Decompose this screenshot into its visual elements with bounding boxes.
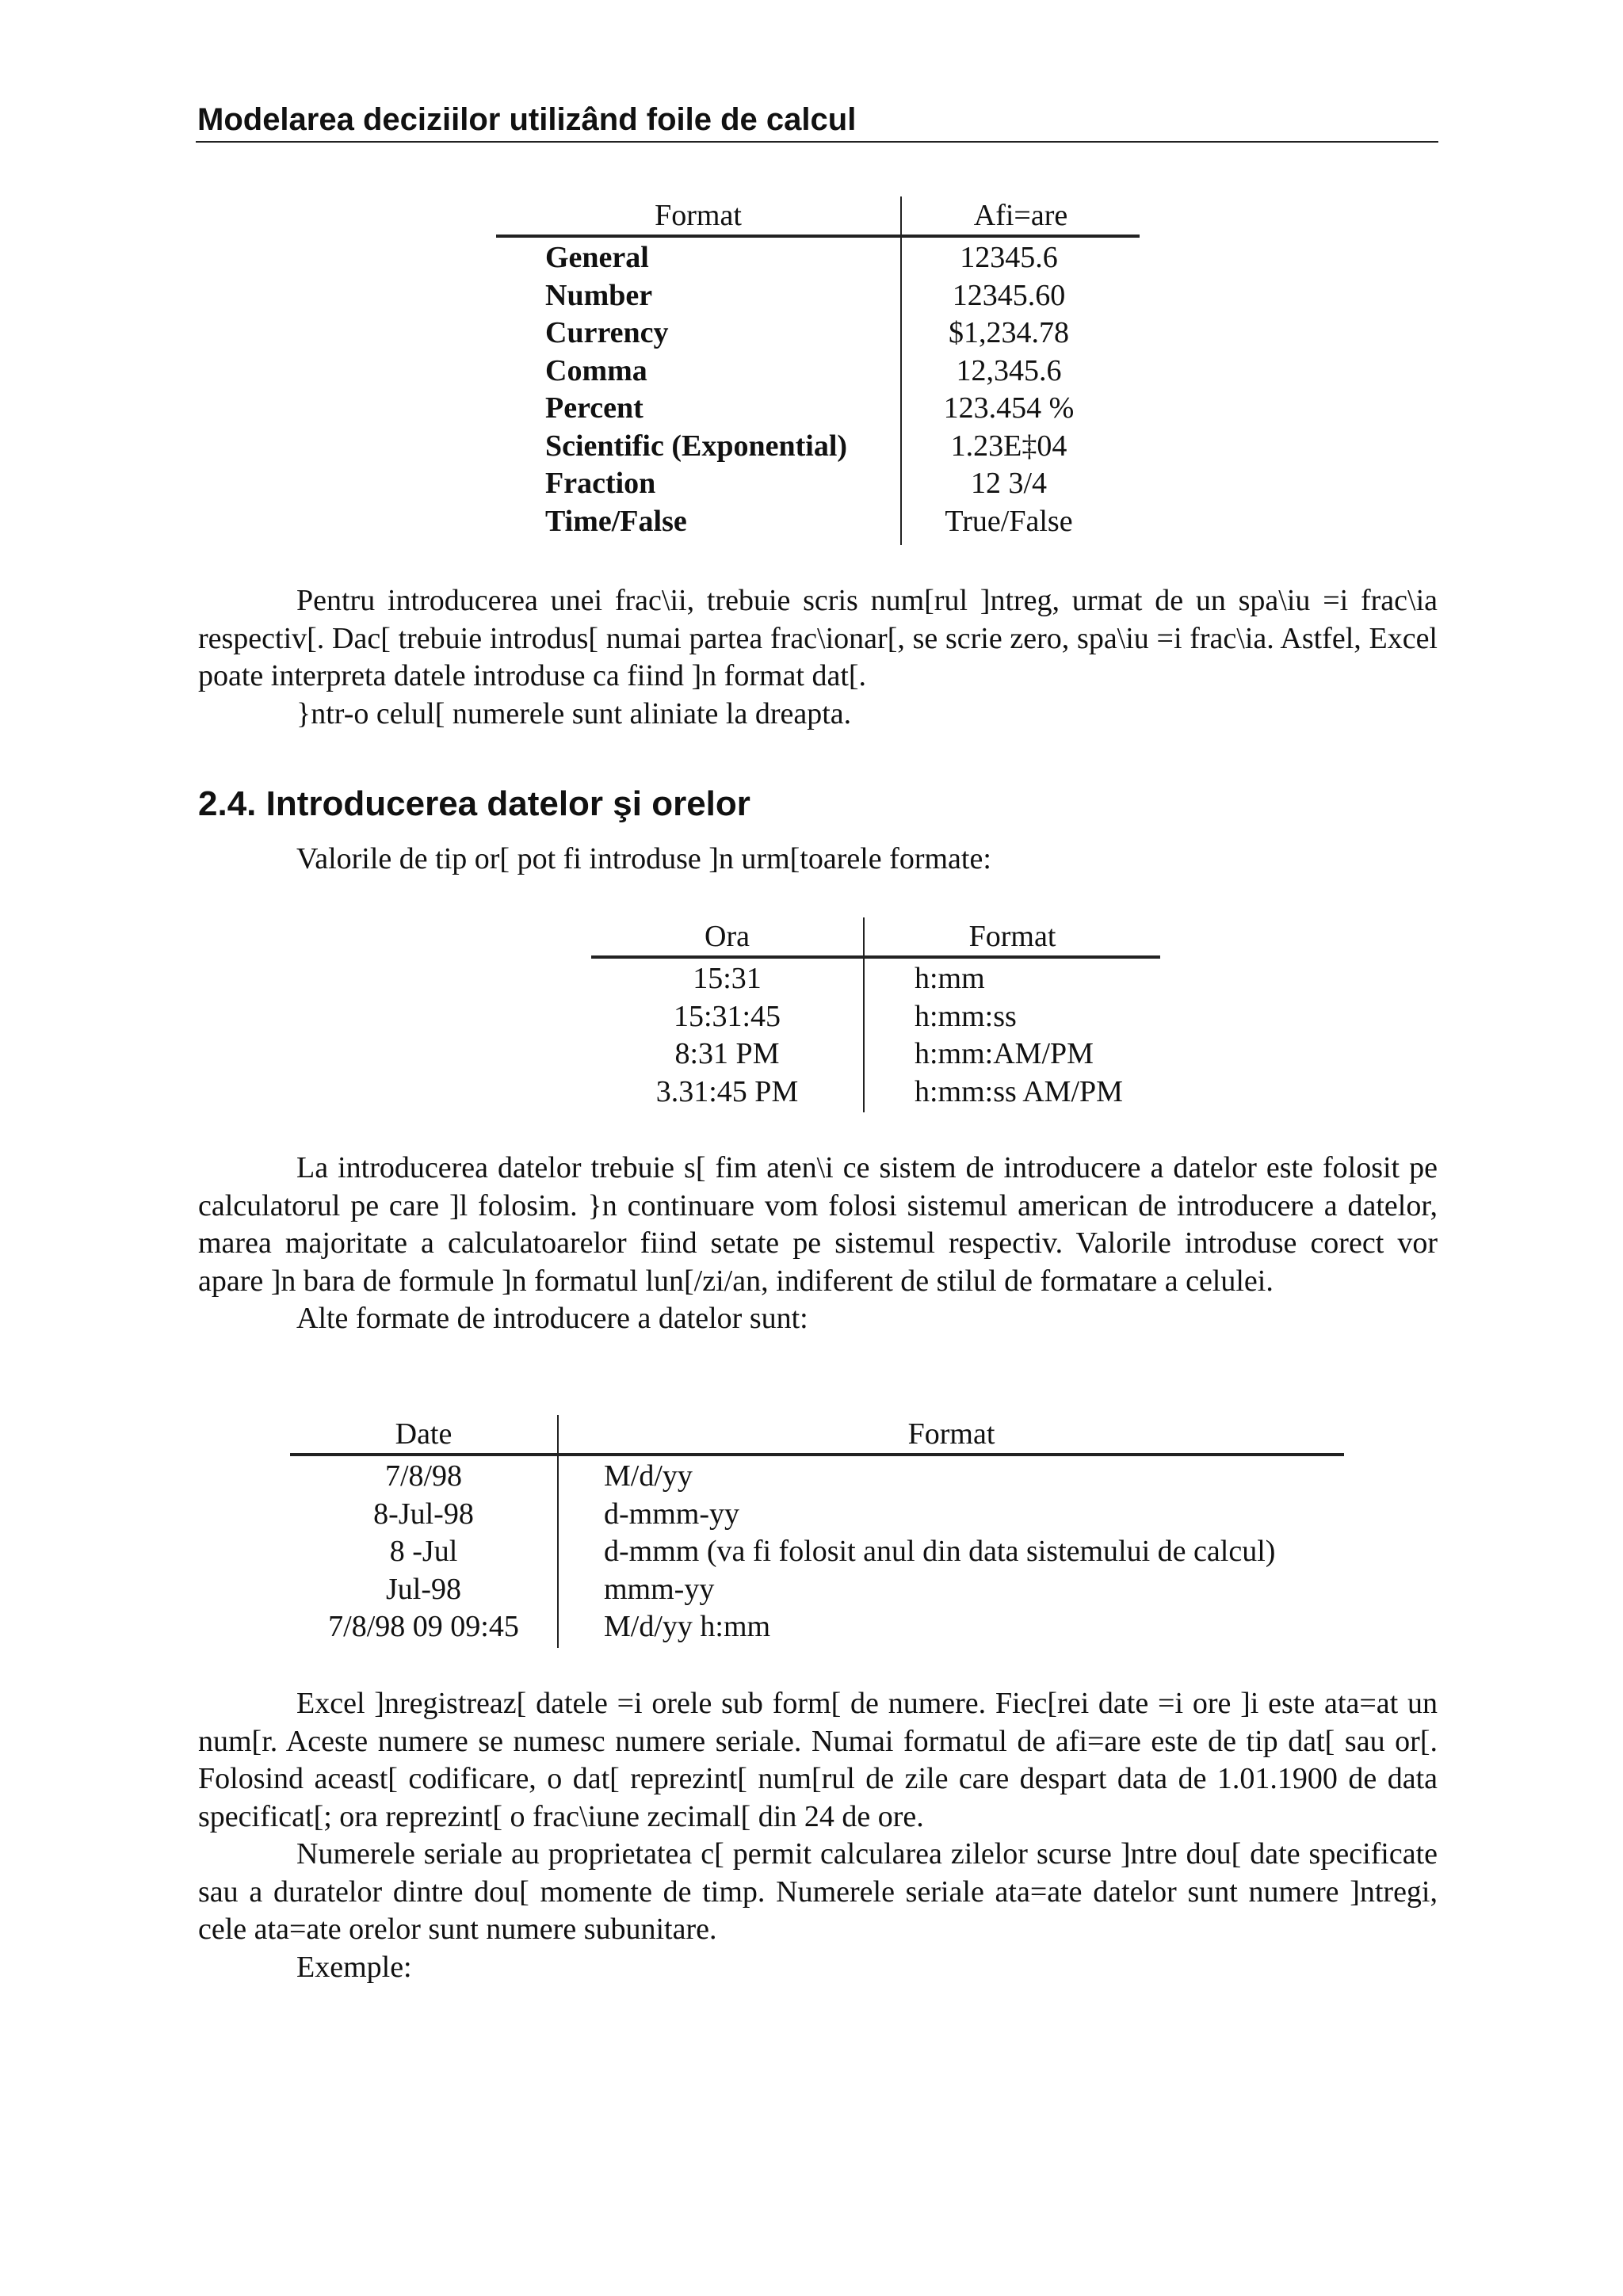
section-intro: Valorile de tip or[ pot fi introduse ]n urm[toarele formate: [296,842,991,875]
column-header-time: Ora [705,920,750,953]
table-row [591,1074,1160,1112]
table-row [290,1571,1344,1609]
format-cell: Number [545,278,653,312]
display-cell: 1.23E‡04 [950,429,1067,463]
display-cell: True/False [945,504,1073,538]
display-cell: 12345.60 [952,278,1066,312]
table-header-rule [496,235,1140,238]
time-cell: 8:31 PM [674,1037,780,1070]
format-cell: Time/False [545,504,687,538]
format-cell: d-mmm-yy [604,1497,739,1531]
format-cell: Percent [545,391,643,425]
paragraph-text: Exemple: [296,1950,412,1984]
paragraph-text: }ntr-o celul[ numerele sunt aliniate la dreapta. [296,696,852,730]
table-row [496,277,1140,315]
paragraph-text: Alte formate de introducere a datelor sunt: [296,1302,808,1335]
fraction-paragraph [198,582,1438,733]
table-row [591,960,1160,998]
format-cell: Currency [545,316,669,349]
date-format-table [290,1415,1344,1648]
format-cell: h:mm:ss [915,999,1017,1033]
format-display-table [496,196,1140,545]
table-row [496,353,1140,391]
format-cell: Scientific (Exponential) [545,429,848,463]
date-cell: Jul-98 [386,1572,461,1606]
table-row [496,503,1140,541]
table-row [290,1458,1344,1496]
paragraph-text: La introducerea datelor trebuie s[ fim aten\i ce sistem de introducere a datelor este folosit pe calculatorul pe care ]l folosim. }n continuare vom folosi sistemul american de introducere a datelor, marea majoritate a calculatoarelor fiind setate pe sistemul respectiv. Valorile introduse corect vor apare ]n bara de formule ]n formatul lun[/zi/an, indiferent de stilul de formatare a celulei. [198,1151,1438,1298]
display-cell: 12 3/4 [970,467,1048,500]
date-cell: 7/8/98 09 09:45 [328,1610,519,1643]
table-row [496,239,1140,277]
table-row [290,1496,1344,1534]
table-row [591,1035,1160,1074]
format-cell: Fraction [545,467,656,500]
paragraph-text: Excel ]nregistreaz[ datele =i orele sub form[ de numere. Fiec[rei date =i ore ]i este ata=at un num[r. Aceste numere se numesc numere seriale. Numai formatul de afi=are este de tip dat[ sau or[. Folosind aceast[ codificare, o dat[ reprezint[ num[rul de zile care despart data de 1.01.1900 de data specificat[; ora reprezint[ o frac\iune zecimal[ din 24 de ore. [198,1687,1438,1833]
time-cell: 15:31:45 [673,999,781,1033]
table-row [496,465,1140,503]
table-header-rule [591,955,1160,959]
column-header-format: Format [968,920,1056,953]
serial-numbers-paragraph [198,1685,1438,1986]
time-format-table [591,917,1160,1112]
format-cell: d-mmm (va fi folosit anul din data sistemului de calcul) [604,1535,1276,1568]
page-header [196,97,1438,143]
date-cell: 7/8/98 [384,1459,463,1493]
format-cell: h:mm [915,962,985,995]
format-cell: Comma [545,353,647,387]
table-header-rule [290,1453,1344,1456]
format-cell: General [545,241,649,274]
column-header-display: Afi=are [973,199,1068,232]
format-cell: h:mm:ss AM/PM [915,1074,1123,1108]
paragraph-text: Pentru introducerea unei frac\ii, trebuie scris num[rul ]ntreg, urmat de un spa\iu =i frac\ia respectiv[. Dac[ trebuie introdus[ numai partea frac\ionar[, se scrie zero, spa\iu =i frac\ia. Astfel, Excel poate interpreta datele introduse ca fiind ]n format dat[. [198,584,1438,692]
column-header-format: Format [907,1417,995,1451]
date-entry-paragraph [198,1150,1438,1338]
display-cell: 12,345.6 [956,353,1062,387]
date-cell: 8 -Jul [389,1535,458,1568]
paragraph-text: Numerele seriale au proprietatea c[ permit calcularea zilelor scurse ]ntre dou[ date specificate sau a duratelor dintre dou[ momente de timp. Numerele seriale ata=ate datelor sunt numere ]ntregi, cele ata=ate orelor sunt numere subunitare. [198,1837,1438,1946]
date-cell: 8-Jul-98 [373,1497,474,1531]
table-row [290,1533,1344,1571]
column-header-format: Format [655,199,742,232]
display-cell: 123.454 % [943,391,1075,425]
column-header-date: Date [395,1417,453,1451]
display-cell: 12345.6 [960,241,1058,274]
display-cell: $1,234.78 [949,316,1069,349]
table-row [496,315,1140,353]
format-cell: M/d/yy h:mm [604,1610,771,1643]
table-row [591,998,1160,1036]
table-row [496,390,1140,428]
time-cell: 15:31 [693,962,762,995]
format-cell: M/d/yy [604,1459,693,1493]
format-cell: mmm-yy [604,1572,715,1606]
time-cell: 3.31:45 PM [655,1074,799,1108]
page-header-title: Modelarea deciziilor utilizând foile de calcul [197,102,857,137]
section-title: 2.4. Introducerea datelor şi orelor [198,784,750,823]
table-row [290,1608,1344,1646]
table-row [496,428,1140,466]
format-cell: h:mm:AM/PM [915,1037,1094,1070]
